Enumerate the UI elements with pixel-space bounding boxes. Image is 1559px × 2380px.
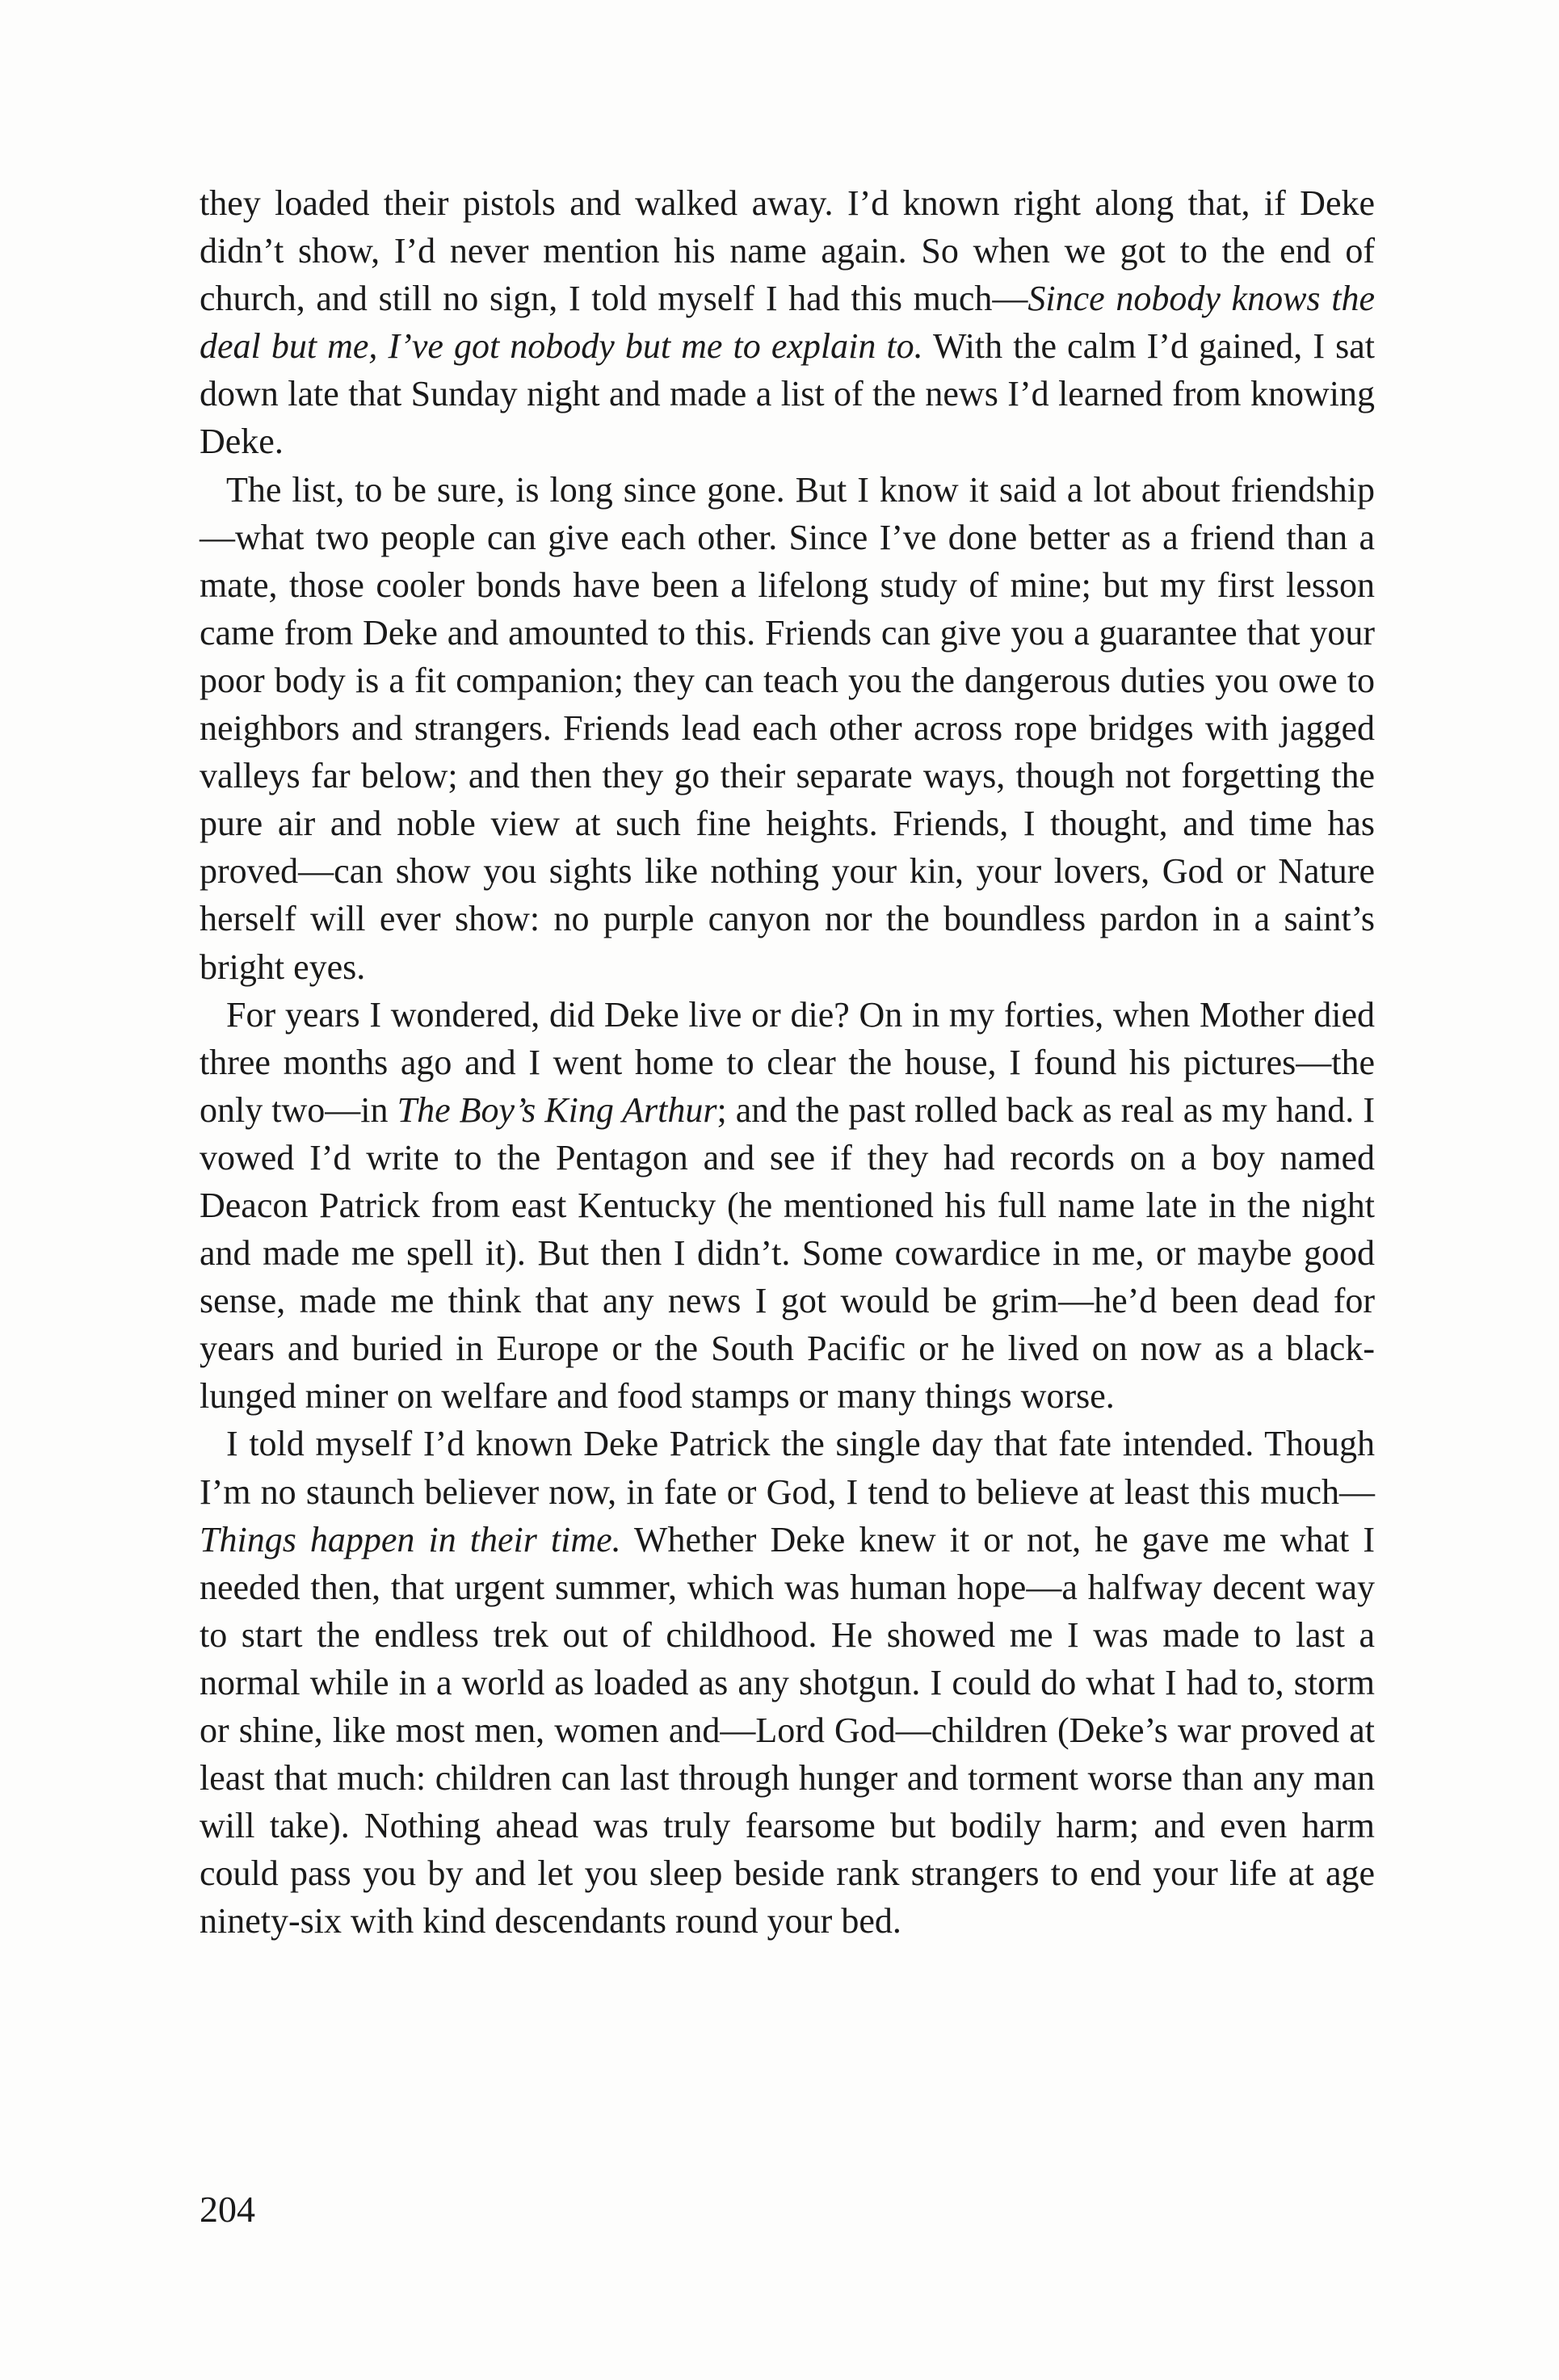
body-text <box>200 179 1375 1945</box>
paragraph-3-text: For years I wondered, did Deke live or die? On in my forties, when Mother died three months ago and I went home to clear the house, I found his pictures—the only two—in <box>200 994 1375 1130</box>
paragraph-1-text: they loaded their pistols and walked away. I’d known right along that, if Deke didn’t show, I’d never mention his name again. So when we got to the end of church, and still no sign, I told myself I had this much— <box>200 183 1375 319</box>
paragraph-2 <box>200 466 1375 991</box>
paragraph-4-text: I told myself I’d known Deke Patrick the single day that fate intended. Though I’m no staunch believer now, in fate or God, I tend to believe at least this much— <box>200 1424 1375 1512</box>
paragraph-3-text-end: ; and the past rolled back as real as my hand. I vowed I’d write to the Pentagon and see if they had records on a boy named Deacon Patrick from east Kentucky (he mentioned his full name late in the night and made me spell it). But then I didn’t. Some cowardice in me, or maybe good sense, made me think that any news I got would be grim—he’d been dead for years and buried in Europe or the South Pacific or he lived on now as a black-lunged miner on welfare and food stamps or many things worse. <box>200 1089 1375 1417</box>
paragraph-1-italic-text: Since nobody knows the deal but me, I’ve got nobody but me to explain to. <box>200 279 1375 367</box>
paragraph-3 <box>200 991 1375 1421</box>
paragraph-4-italic-text: Things happen in their time. <box>200 1519 621 1559</box>
paragraph-1 <box>200 179 1375 466</box>
page-number: 204 <box>200 2189 255 2230</box>
paragraph-2-text: The list, to be sure, is long since gone. But I know it said a lot about friendship—what two people can give each other. Since I’ve done better as a friend than a mate, those cooler bonds have been a lifelong study of mine; but my first lesson came from Deke and amounted to this. Friends can give you a guarantee that your poor body is a fit companion; they can teach you the dangerous duties you owe to neighbors and strangers. Friends lead each other across rope bridges with jagged valleys far below; and then they go their separate ways, though not forgetting the pure air and noble view at such fine heights. Friends, I thought, and time has proved—can show you sights like nothing your kin, your lovers, God or Nature herself will ever show: no purple canyon nor the boundless pardon in a saint’s bright eyes. <box>200 469 1375 987</box>
paragraph-4 <box>200 1420 1375 1945</box>
paragraph-1-text-end: With the calm I’d gained, I sat down late that Sunday night and made a list of the news I’d learned from knowing Deke. <box>200 326 1375 462</box>
paragraph-4-text-end: Whether Deke knew it or not, he gave me what I needed then, that urgent summer, which was human hope—a halfway decent way to start the endless trek out of childhood. He showed me I was made to last a normal while in a world as loaded as any shotgun. I could do what I had to, storm or shine, like most men, women and—Lord God—children (Deke’s war proved at least that much: children can last through hunger and torment worse than any man will take). Nothing ahead was truly fearsome but bodily harm; and even harm could pass you by and let you sleep beside rank strangers to end your life at age ninety-six with kind descendants round your bed. <box>200 1519 1375 1941</box>
paragraph-3-book-title: The Boy’s King Arthur <box>397 1089 717 1130</box>
